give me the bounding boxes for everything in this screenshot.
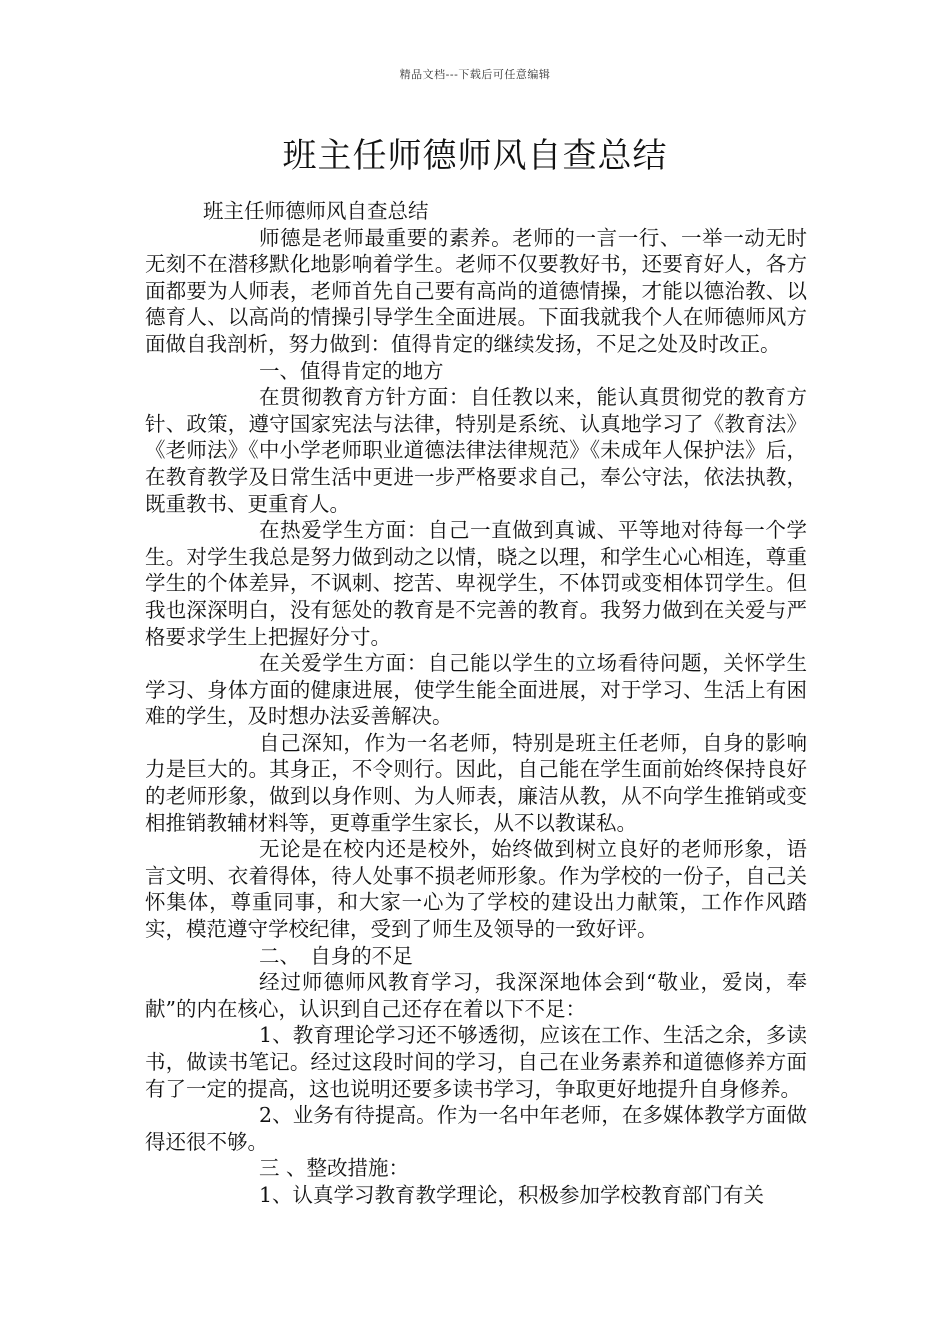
shortcomings-intro-paragraph: 经过师德师风教育学习，我深深地体会到“敬业，爱岗，奉献”的内在核心，认识到自己还存在着以下不足： [145, 970, 807, 1021]
section-heading-2: 二、 自身的不足 [259, 943, 413, 968]
intro-paragraph: 师德是老师最重要的素养。老师的一言一行、一举一动无时无刻不在潜移默化地影响着学生。老师不仅要教好书，还要育好人，各方面都要为人师表，老师首先自己要有高尚的道德情操，才能以德治教、以德育人、以高尚的情操引导学生全面进展。下面我就我个人在师德师风方面做自我剖析，努力做到：值得肯定的继续发扬，不足之处及时改正。 [145, 225, 807, 356]
teacher-image-paragraph: 无论是在校内还是校外，始终做到树立良好的老师形象，语言文明、衣着得体，待人处事不损老师形象。作为学校的一份子，自己关怀集体，尊重同事，和大家一心为了学校的建设出力献策，工作作风踏实，模范遵守学校纪律，受到了师生及领导的一致好评。 [145, 837, 807, 942]
love-students-paragraph: 在热爱学生方面：自己一直做到真诚、平等地对待每一个学生。对学生我总是努力做到动之以情，晓之以理，和学生心心相连，尊重学生的个体差异，不讽刺、挖苦、卑视学生，不体罚或变相体罚学生。但我也深深明白，没有惩处的教育是不完善的教育。我努力做到在关爱与严格要求学生上把握好分寸。 [145, 518, 807, 649]
header-note: 精品文档---下载后可任意编辑 [399, 68, 551, 81]
subtitle-paragraph: 班主任师德师风自查总结 [203, 199, 429, 223]
document-title: 班主任师德师风自查总结 [282, 136, 668, 176]
section-heading-1: 一、值得肯定的地方 [259, 358, 444, 383]
section-heading-3: 三 、整改措施： [259, 1156, 410, 1181]
shortcoming-1-paragraph: 1、教育理论学习还不够透彻，应该在工作、生活之余，多读书，做读书笔记。经过这段时间的学习，自己在业务素养和道德修养方面有了一定的提高，这也说明还要多读书学习，争取更好地提升自身修养。 [145, 1023, 807, 1101]
self-awareness-paragraph: 自己深知，作为一名老师，特别是班主任老师，自身的影响力是巨大的。其身正，不令则行。因此，自己能在学生面前始终保持良好的老师形象，做到以身作则、为人师表，廉洁从教，从不向学生推销或变相推销教辅材料等，更尊重学生家长，从不以教谋私。 [145, 730, 807, 835]
document-body [145, 198, 807, 1209]
care-students-paragraph: 在关爱学生方面：自己能以学生的立场看待问题，关怀学生学习、身体方面的健康进展，使学生能全面进展，对于学习、生活上有困难的学生，及时想办法妥善解决。 [145, 651, 807, 729]
shortcoming-2-paragraph: 2、业务有待提高。作为一名中年老师，在多媒体教学方面做得还很不够。 [145, 1103, 807, 1154]
education-policy-paragraph: 在贯彻教育方针方面：自任教以来，能认真贯彻党的教育方针、政策，遵守国家宪法与法律，特别是系统、认真地学习了《教育法》《老师法》《中小学老师职业道德法律法律规范》《未成年人保护法》后，在教育教学及日常生活中更进一步严格要求自己，奉公守法，依法执教，既重教书、更重育人。 [145, 385, 807, 516]
measure-1-paragraph: 1、认真学习教育教学理论，积极参加学校教育部门有关 [259, 1182, 765, 1207]
